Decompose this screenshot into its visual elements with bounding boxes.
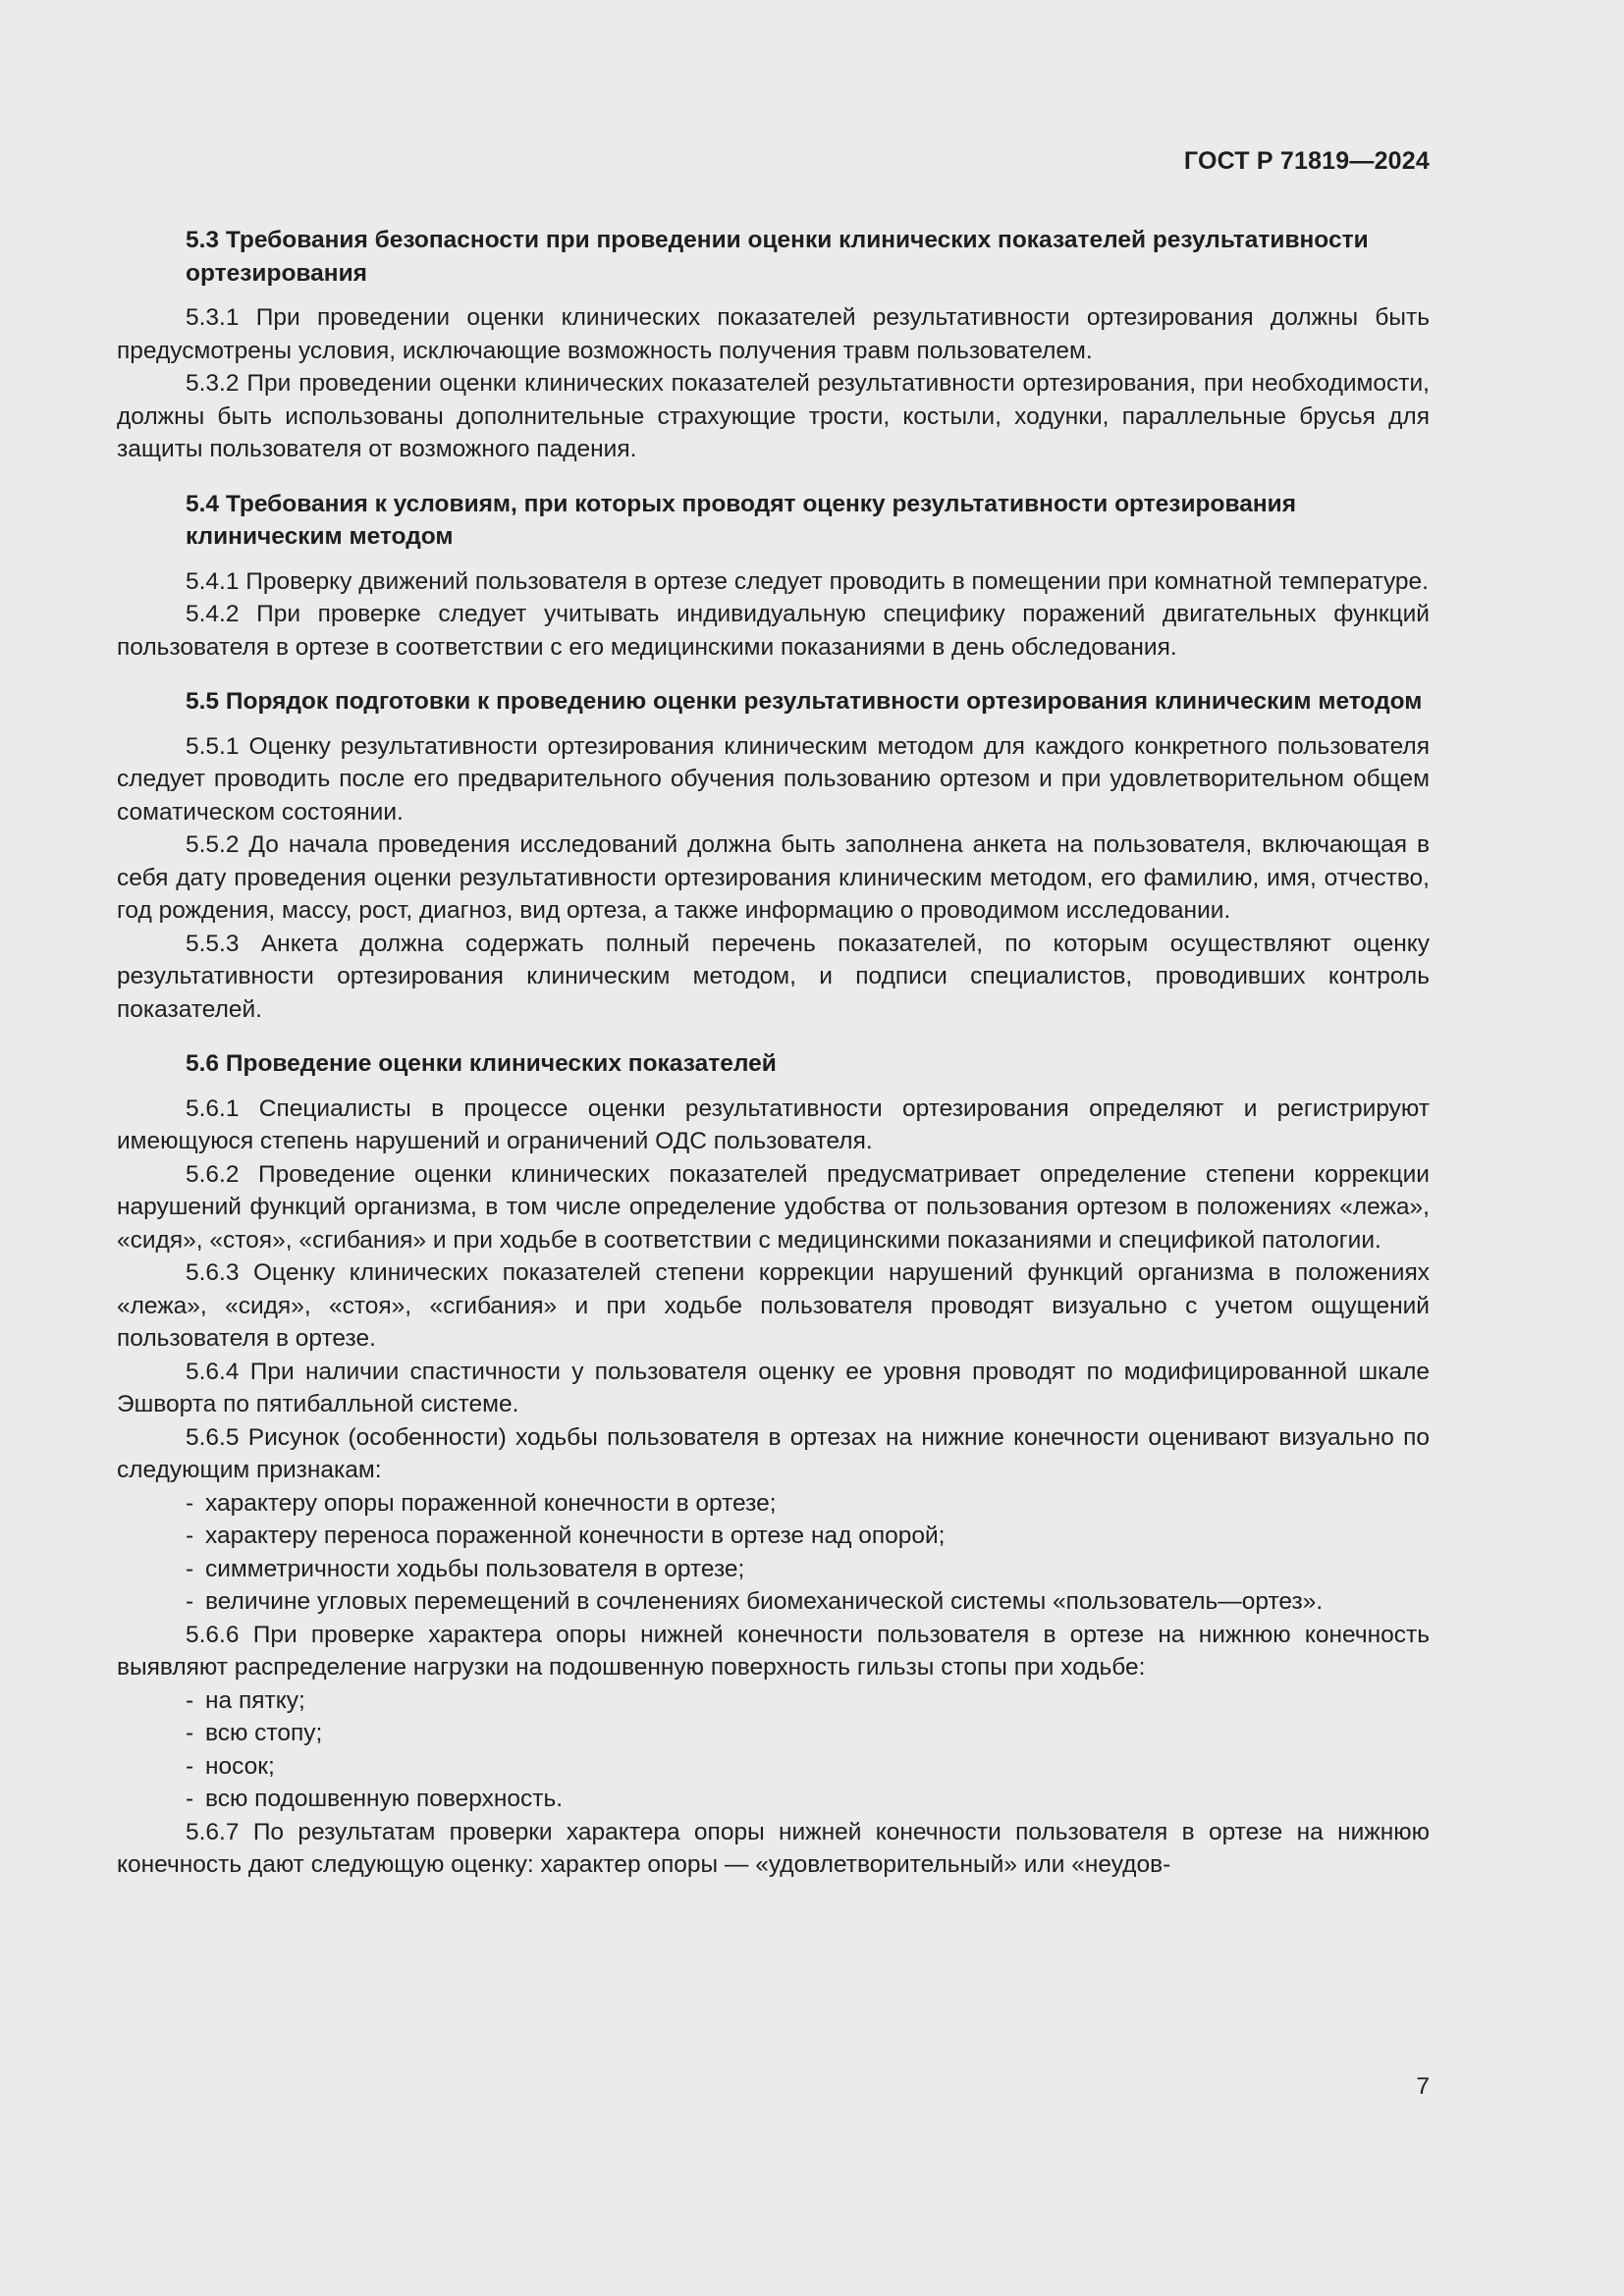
- paragraph: 5.6.6 При проверке характера опоры нижней конечности пользователя в ортезе на нижнюю конечность выявляют распределение нагрузки на подошвенную поверхность гильзы стопы при ходьбе:: [117, 1621, 1430, 1681]
- list-item: - характеру переноса пораженной конечности в ортезе над опорой;: [117, 1520, 1430, 1553]
- paragraph: 5.6.7 По результатам проверки характера опоры нижней конечности пользователя в ортезе на нижнюю конечность дают следующую оценку: характер опоры — «удовлетворительный» или «неудов-: [117, 1818, 1430, 1878]
- dash-marker: -: [186, 1489, 194, 1517]
- paragraph: 5.6.3 Оценку клинических показателей степени коррекции нарушений функций организма в положениях «лежа», «сидя», «стоя», «сгибания» и при ходьбе пользователя проводят визуально с учетом ощущений пользователя в ортезе.: [117, 1259, 1430, 1352]
- paragraph: 5.3.1 При проведении оценки клинических показателей результативности ортезирования должны быть предусмотрены условия, исключающие возможность получения травм пользователем.: [117, 304, 1430, 364]
- dash-marker: -: [186, 1555, 194, 1582]
- dash-marker: -: [186, 1686, 194, 1714]
- section-heading: 5.3 Требования безопасности при проведении оценки клинических показателей результативности ортезирования: [186, 227, 1369, 287]
- paragraph: 5.5.1 Оценку результативности ортезирования клиническим методом для каждого конкретного пользователя следует проводить после его предварительного обучения пользованию ортезом и при удовлетворительном общем соматическом состоянии.: [117, 732, 1430, 826]
- list-item: - величине угловых перемещений в сочленениях биомеханической системы «пользователь—ортез».: [117, 1585, 1430, 1619]
- paragraph: 5.4.1 Проверку движений пользователя в ортезе следует проводить в помещении при комнатной температуре.: [186, 567, 1429, 595]
- list-item: - всю подошвенную поверхность.: [117, 1783, 1430, 1816]
- paragraph: 5.5.3 Анкета должна содержать полный перечень показателей, по которым осуществляют оценку результативности ортезирования клиническим методом, и подписи специалистов, проводивших контроль показателей.: [117, 930, 1430, 1023]
- paragraph: 5.5.2 До начала проведения исследований должна быть заполнена анкета на пользователя, включающая в себя дату проведения оценки результативности ортезирования клиническим методом, его фамилию, имя, отчество, год рождения, массу, рост, диагноз, вид ортеза, а также информацию о проводимом исследовании.: [117, 831, 1430, 924]
- paragraph: 5.6.1 Специалисты в процессе оценки результативности ортезирования определяют и регистрируют имеющуюся степень нарушений и ограничений ОДС пользователя.: [117, 1095, 1430, 1154]
- list-item: - характеру опоры пораженной конечности в ортезе;: [117, 1487, 1430, 1521]
- paragraph: 5.6.4 При наличии спастичности у пользователя оценку ее уровня проводят по модифицированной шкале Эшворта по пятибалльной системе.: [117, 1358, 1430, 1417]
- dash-marker: -: [186, 1786, 194, 1812]
- dash-marker: -: [186, 1752, 194, 1780]
- list-item: - носок;: [117, 1750, 1430, 1784]
- paragraph: 5.3.2 При проведении оценки клинических показателей результативности ортезирования, при необходимости, должны быть использованы дополнительные страхующие трости, костыли, ходунки, параллельные брусья для защиты пользователя от возможного падения.: [117, 370, 1430, 462]
- dash-marker: -: [186, 1720, 194, 1746]
- section-heading: 5.5 Порядок подготовки к проведению оценки результативности ортезирования клиническим методом: [186, 688, 1423, 715]
- paragraph: 5.6.5 Рисунок (особенности) ходьбы пользователя в ортезах на нижние конечности оценивают визуально по следующим признакам:: [117, 1423, 1430, 1483]
- features-list: [117, 1487, 1430, 1619]
- load-distribution-list: [117, 1684, 1430, 1816]
- document-header: ГОСТ Р 71819—2024: [1183, 147, 1430, 175]
- dash-marker: -: [186, 1522, 194, 1549]
- page-number: 7: [1416, 2073, 1430, 2100]
- section-heading: 5.4 Требования к условиям, при которых проводят оценку результативности ортезирования клиническим методом: [186, 490, 1296, 550]
- paragraph: 5.4.2 При проверке следует учитывать индивидуальную специфику поражений двигательных функций пользователя в ортезе в соответствии с его медицинскими показаниями в день обследования.: [117, 601, 1430, 661]
- list-item: - всю стопу;: [117, 1717, 1430, 1750]
- section-heading: 5.6 Проведение оценки клинических показателей: [186, 1050, 777, 1077]
- dash-marker: -: [186, 1588, 194, 1615]
- document-body: [117, 224, 1430, 1882]
- list-item: - симметричности ходьбы пользователя в ортезе;: [117, 1553, 1430, 1586]
- paragraph: 5.6.2 Проведение оценки клинических показателей предусматривает определение степени коррекции нарушений функций организма, в том числе определение удобства от пользования ортезом в положениях «лежа», «сидя», «стоя», «сгибания» и при ходьбе в соответствии с медицинскими показаниями и спецификой патологии.: [117, 1160, 1430, 1254]
- list-item: - на пятку;: [117, 1684, 1430, 1718]
